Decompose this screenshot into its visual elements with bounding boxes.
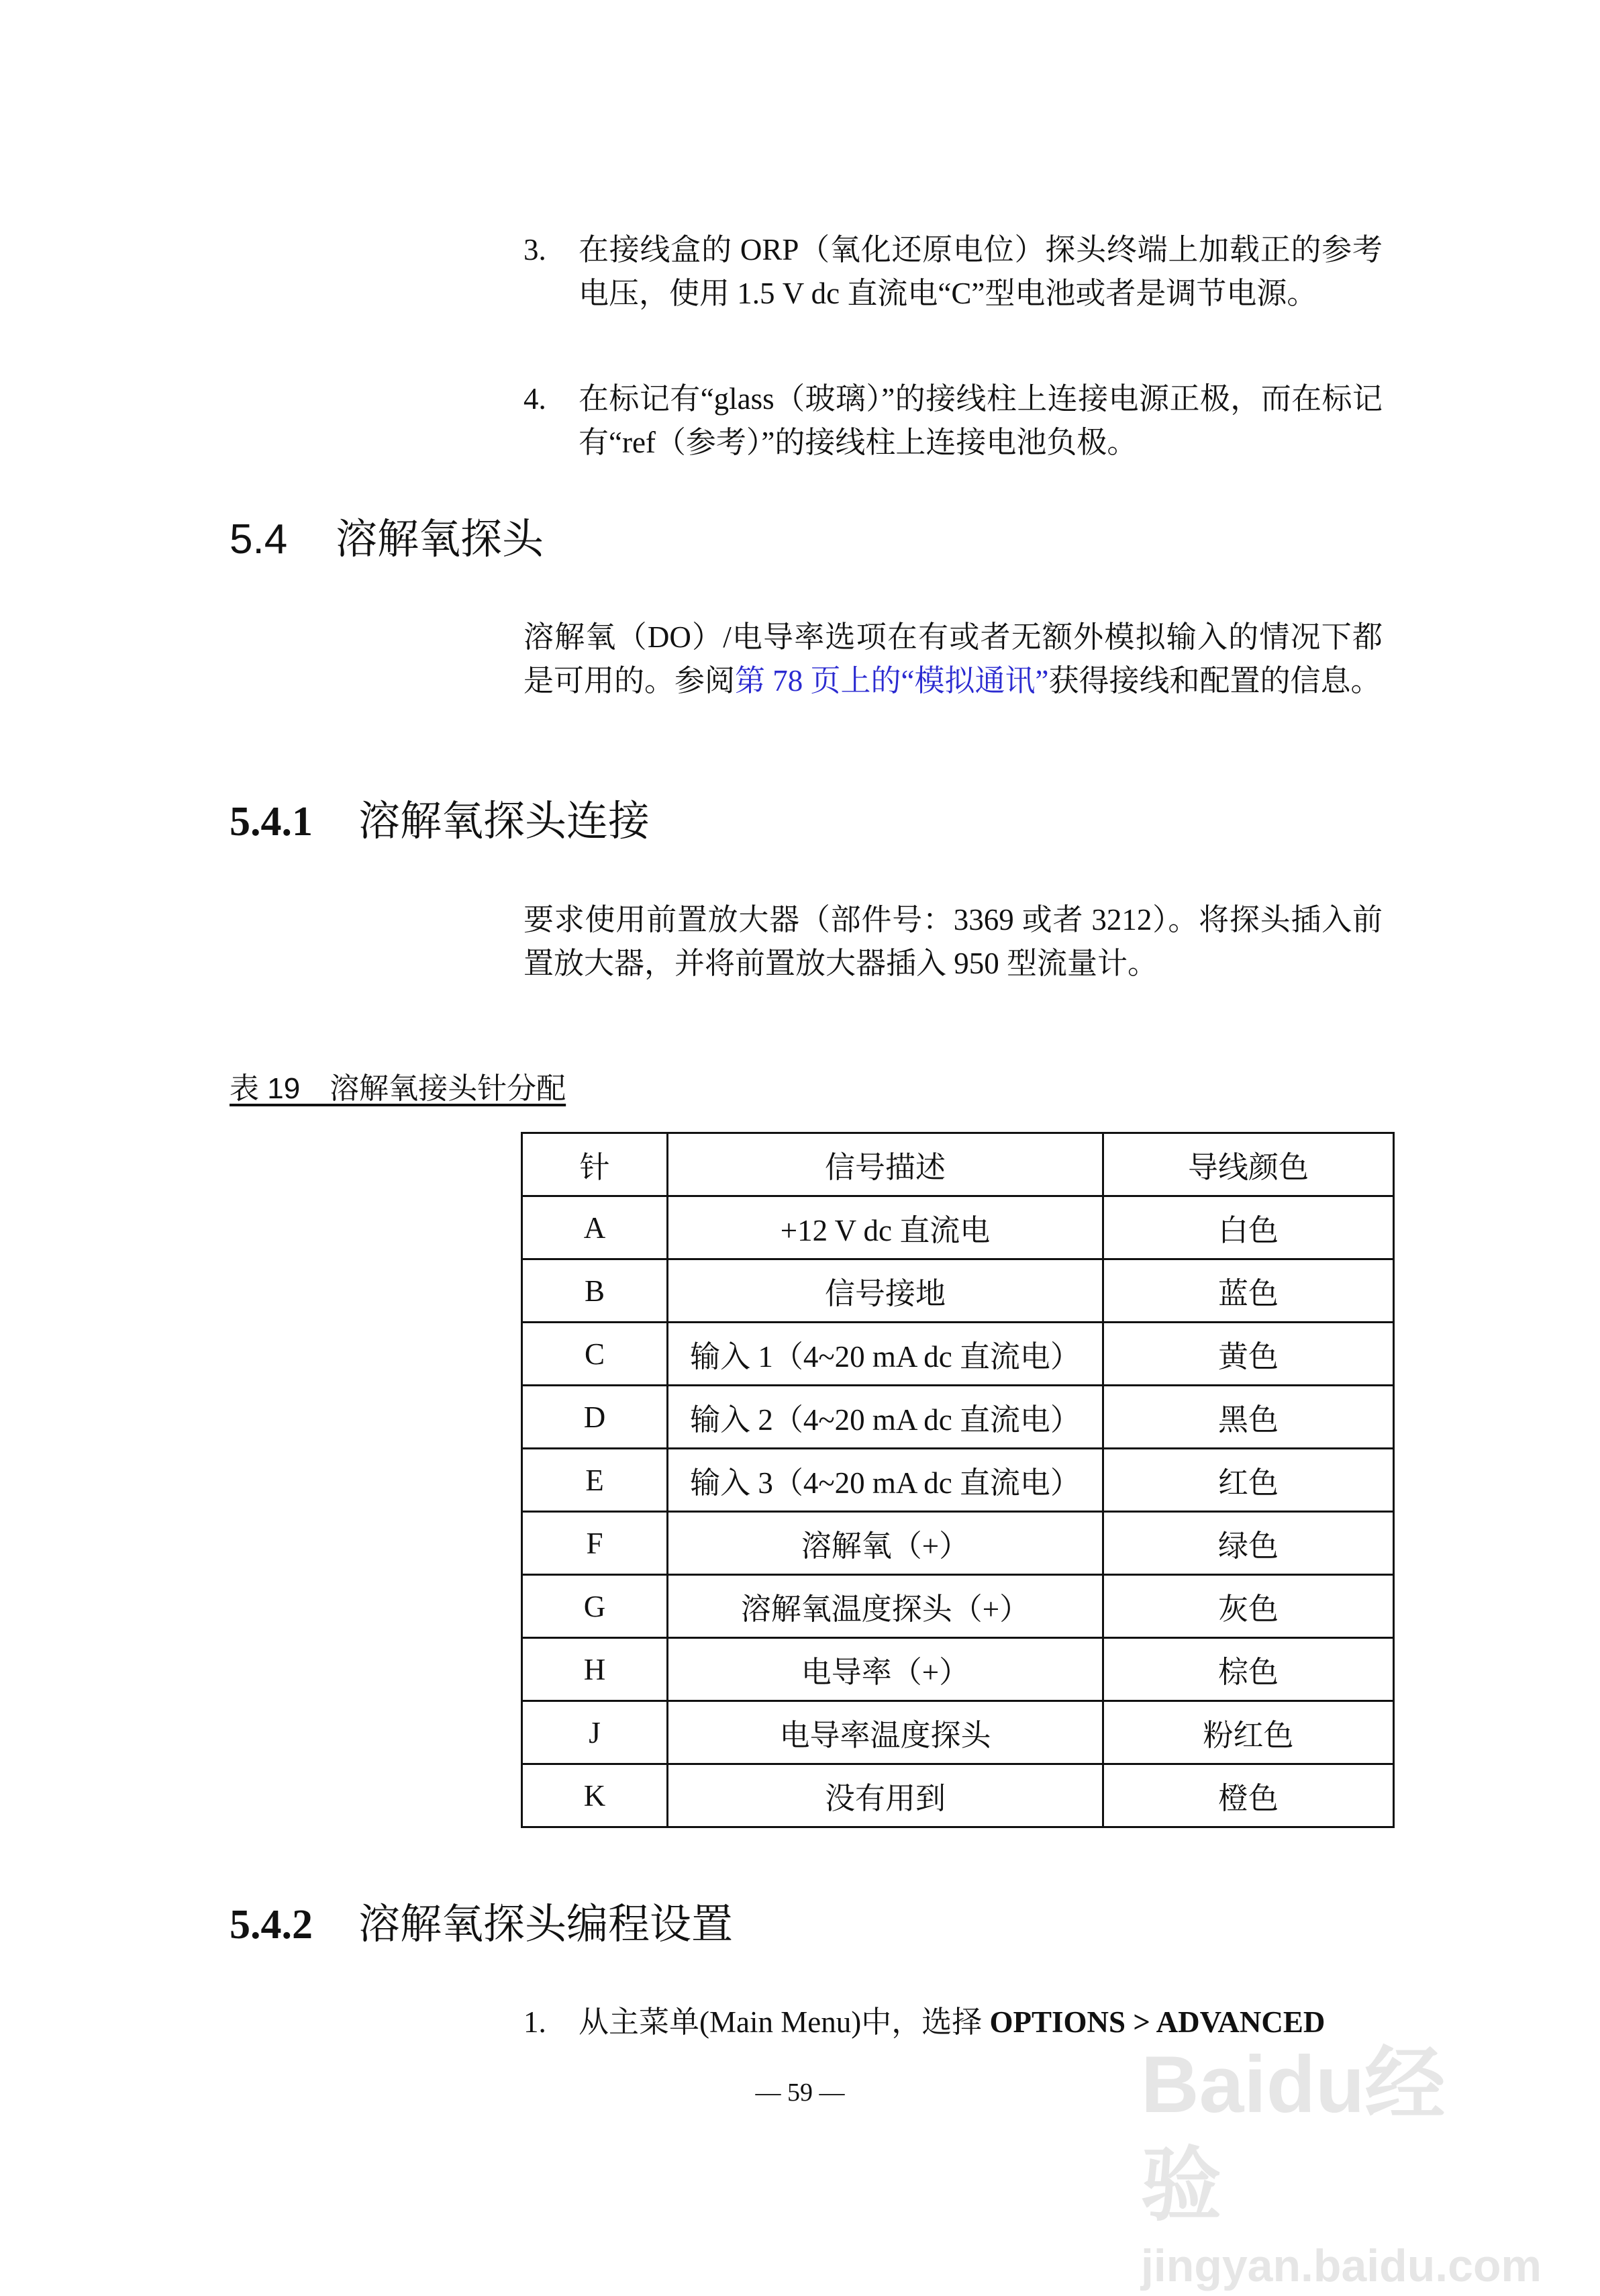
table-caption: 表 19 溶解氧接头针分配 (230, 1072, 566, 1105)
step-number: 4. (523, 382, 546, 416)
section-paragraph: 要求使用前置放大器（部件号：3369 或者 3212）。将探头插入前置放大器，并将前置放大器插入 950 型流量计。 (523, 903, 1383, 980)
table-header-row (522, 1133, 1394, 1196)
step-text: 在标记有“glass（玻璃）”的接线柱上连接电源正极，而在标记有“ref（参考）”的接线柱上连接电池负极。 (579, 382, 1383, 459)
section-number: 5.4 (230, 516, 288, 563)
header-cell: 导线颜色 (1103, 1133, 1394, 1196)
watermark-brand: Baidu经验 (1141, 2040, 1446, 2230)
signal-cell: 输入 3（4~20 mA dc 直流电） (668, 1449, 1103, 1512)
section-heading-5-4-2 (230, 1898, 733, 1952)
wire-color-cell: 灰色 (1103, 1575, 1394, 1638)
section-title: 溶解氧探头编程设置 (358, 1902, 734, 1948)
pin-cell: B (522, 1259, 668, 1323)
page-number: — 59 — (755, 2078, 845, 2107)
pin-cell: K (522, 1764, 668, 1827)
section-title: 溶解氧探头连接 (358, 799, 650, 845)
section-number: 5.4.1 (230, 799, 313, 845)
watermark-url: jingyan.baidu.com (1141, 2240, 1542, 2291)
pin-cell: G (522, 1575, 668, 1638)
step-number: 1. (523, 2005, 546, 2039)
baidu-watermark-logo (1141, 2034, 1542, 2291)
signal-cell: 溶解氧（+） (668, 1512, 1103, 1575)
menu-path: OPTIONS > ADVANCED (989, 2005, 1326, 2039)
wire-color-cell: 绿色 (1103, 1512, 1394, 1575)
wire-color-cell: 红色 (1103, 1449, 1394, 1512)
wire-color-cell: 黄色 (1103, 1323, 1394, 1386)
step-text: 从主菜单(Main Menu)中，选择 (579, 2005, 990, 2039)
signal-cell: 输入 1（4~20 mA dc 直流电） (668, 1323, 1103, 1386)
section-heading-5-4 (230, 513, 544, 567)
pin-cell: F (522, 1512, 668, 1575)
wire-color-cell: 橙色 (1103, 1764, 1394, 1827)
pin-cell: A (522, 1196, 668, 1259)
table-row (522, 1512, 1394, 1575)
table-row (522, 1449, 1394, 1512)
step-number: 3. (523, 233, 546, 267)
table-row (522, 1575, 1394, 1638)
section-number: 5.4.2 (230, 1902, 313, 1948)
wire-color-cell: 白色 (1103, 1196, 1394, 1259)
table-row (522, 1196, 1394, 1259)
header-cell: 针 (522, 1133, 668, 1196)
pin-cell: D (522, 1386, 668, 1449)
signal-cell: 电导率（+） (668, 1638, 1103, 1701)
section-title: 溶解氧探头 (336, 516, 544, 563)
wire-color-cell: 粉红色 (1103, 1701, 1394, 1764)
paragraph-text: 获得接线和配置的信息。 (1048, 664, 1381, 698)
cross-reference-link[interactable]: 第 78 页上的“模拟通讯” (735, 664, 1049, 698)
table-row (522, 1764, 1394, 1827)
step-3 (523, 228, 1383, 316)
table-row (522, 1323, 1394, 1386)
signal-cell: 输入 2（4~20 mA dc 直流电） (668, 1386, 1103, 1449)
header-cell: 信号描述 (668, 1133, 1103, 1196)
table-row (522, 1386, 1394, 1449)
step-text: 在接线盒的 ORP（氧化还原电位）探头终端上加载正的参考电压，使用 1.5 V dc 直流电“C”型电池或者是调节电源。 (579, 233, 1383, 310)
wire-color-cell: 蓝色 (1103, 1259, 1394, 1323)
wire-color-cell: 黑色 (1103, 1386, 1394, 1449)
paragraph-text: 溶解氧（DO）/电导率选项在有或者无额外模拟输入的情况下都是可用的。参阅 (523, 620, 1383, 698)
signal-cell: 没有用到 (668, 1764, 1103, 1827)
table-row (522, 1259, 1394, 1323)
wire-color-cell: 棕色 (1103, 1638, 1394, 1701)
signal-cell: 溶解氧温度探头（+） (668, 1575, 1103, 1638)
signal-cell: 电导率温度探头 (668, 1701, 1103, 1764)
pin-cell: E (522, 1449, 668, 1512)
section-paragraph (523, 616, 1383, 703)
pin-cell: C (522, 1323, 668, 1386)
signal-cell: +12 V dc 直流电 (668, 1196, 1103, 1259)
pin-cell: J (522, 1701, 668, 1764)
pin-cell: H (522, 1638, 668, 1701)
table-row (522, 1701, 1394, 1764)
section-heading-5-4-1 (230, 795, 650, 849)
signal-cell: 信号接地 (668, 1259, 1103, 1323)
table-row (522, 1638, 1394, 1701)
step-4 (523, 377, 1383, 465)
pin-assignment-table (521, 1132, 1395, 1828)
